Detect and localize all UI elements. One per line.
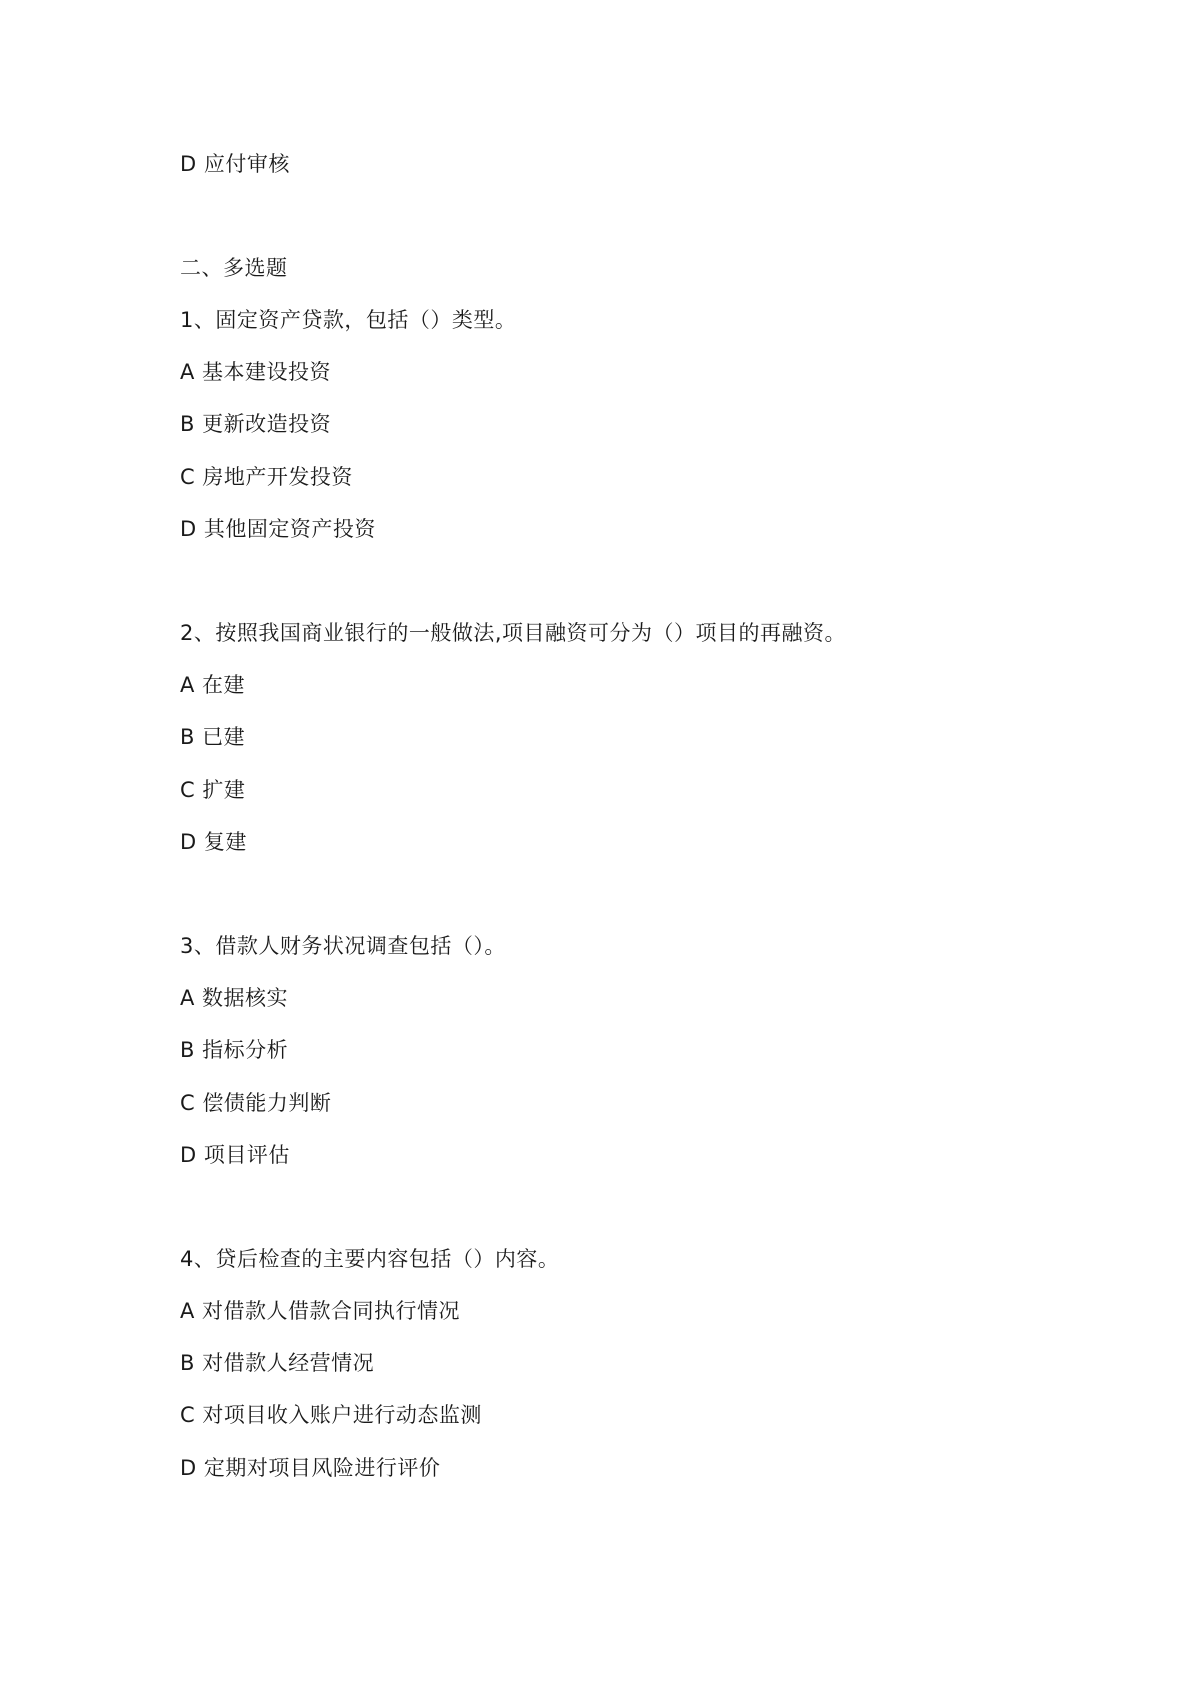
question-3: 3、借款人财务状况调查包括（）。 — [180, 934, 506, 958]
prev-option-d: D 应付审核 — [180, 152, 290, 176]
question-2-option-a: A 在建 — [180, 673, 246, 697]
question-2-option-c: C 扩建 — [180, 778, 246, 802]
question-1-option-b: B 更新改造投资 — [180, 412, 332, 436]
question-4-option-c: C 对项目收入账户进行动态监测 — [180, 1403, 482, 1427]
question-2-option-d: D 复建 — [180, 830, 247, 854]
question-4-option-d: D 定期对项目风险进行评价 — [180, 1456, 441, 1480]
question-3-option-b: B 指标分析 — [180, 1038, 289, 1062]
question-2-option-b: B 已建 — [180, 725, 246, 749]
question-1-option-a: A 基本建设投资 — [180, 360, 332, 384]
question-4: 4、贷后检查的主要内容包括（）内容。 — [180, 1247, 560, 1271]
question-1: 1、固定资产贷款，包括（）类型。 — [180, 308, 517, 332]
question-3-option-c: C 偿债能力判断 — [180, 1091, 332, 1115]
question-2: 2、按照我国商业银行的一般做法,项目融资可分为（）项目的再融资。 — [180, 621, 847, 645]
section-heading-multiple-choice: 二、多选题 — [180, 256, 288, 280]
question-3-option-d: D 项目评估 — [180, 1143, 290, 1167]
question-1-option-d: D 其他固定资产投资 — [180, 517, 376, 541]
question-4-option-b: B 对借款人经营情况 — [180, 1351, 375, 1375]
question-4-option-a: A 对借款人借款合同执行情况 — [180, 1299, 461, 1323]
question-1-option-c: C 房地产开发投资 — [180, 465, 353, 489]
question-3-option-a: A 数据核实 — [180, 986, 289, 1010]
